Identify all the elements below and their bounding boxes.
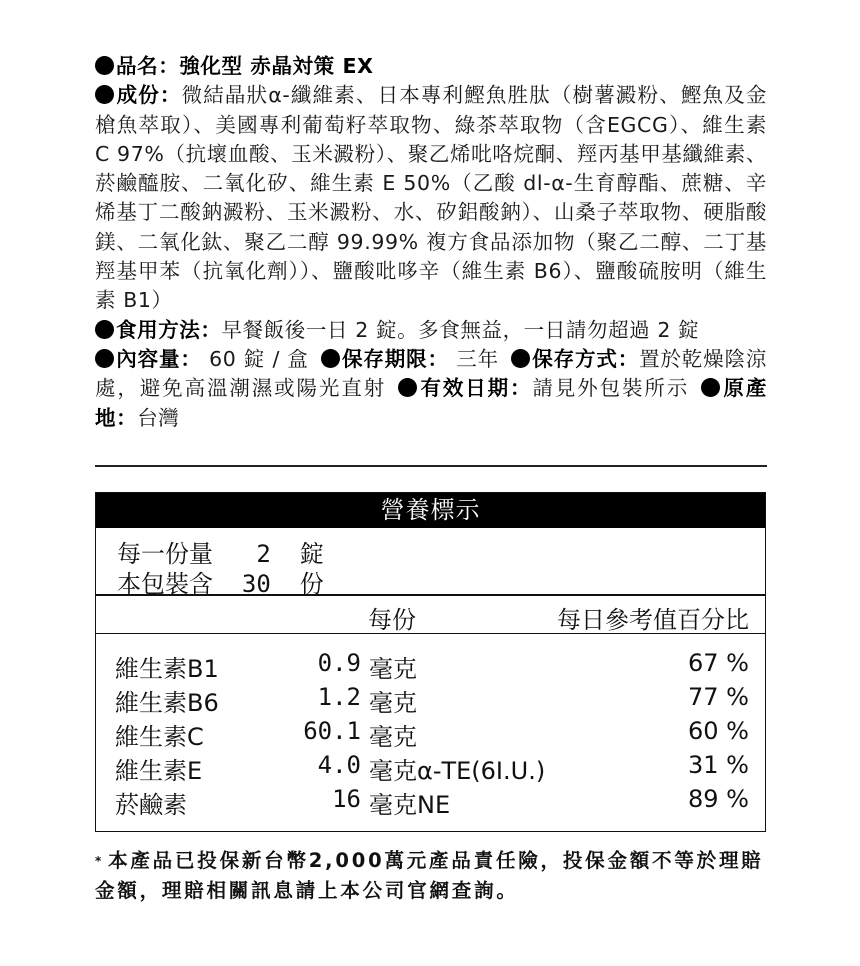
table-row <box>96 751 765 785</box>
nutrient-unit: 毫克 <box>369 689 417 718</box>
serving-value: 2 <box>241 540 271 568</box>
nutrient-amount: 16 <box>332 785 361 814</box>
nutrient-unit: 毫克NE <box>369 791 451 820</box>
serving-unit: 錠 <box>299 540 324 568</box>
usage-label: 食用方法： <box>116 317 222 342</box>
origin-text: 台灣 <box>137 405 180 430</box>
package-row <box>117 564 324 599</box>
nutrient-name: 維生素B6 <box>115 689 219 718</box>
bullet-icon <box>95 349 114 368</box>
bullet-icon <box>511 349 530 368</box>
ingredients-text: 微結晶狀α-纖維素、日本專利鰹魚胜肽（樹薯澱粉、鰹魚及金槍魚萃取）、美國專利葡萄籽萃取物、綠茶萃取物（含EGCG）、維生素 C 97%（抗壞血酸、玉米澱粉）、聚乙烯吡咯烷酮、羥丙基甲基纖維素、菸鹼醯胺、二氧化矽、維生素 E 50%（乙酸 dl-α-生育醇酯、蔗糖、辛烯基丁二酸鈉澱粉、玉米澱粉、水、矽鋁酸鈉）、山桑子萃取物、硬脂酸鎂、二氧化鈦、聚乙二醇 99.99% 複方食品添加物（聚乙二醇、二丁基羥基甲苯（抗氧化劑））、鹽酸吡哆辛（維生素 B6）、鹽酸硫胺明（維生素 B1） <box>95 83 767 313</box>
nutrient-amount: 0.9 <box>317 649 361 678</box>
content-text: 60 錠 / 盒 <box>201 346 309 371</box>
table-row <box>96 717 765 751</box>
table-row <box>96 785 765 819</box>
table-row <box>96 683 765 717</box>
origin-label: 原產地： <box>95 376 768 430</box>
table-row <box>96 649 765 683</box>
storage-method-label: 保存方式： <box>531 346 640 371</box>
insurance-text: 本產品已投保新台幣2,000萬元產品責任險，投保金額不等於理賠金額，理賠相關訊息請上本公司官網查詢。 <box>95 849 764 902</box>
nutrition-table <box>95 492 766 832</box>
package-value: 30 <box>241 570 271 598</box>
per-serving-header: 每份 <box>368 605 416 634</box>
bullet-icon <box>398 378 417 397</box>
ingredients-label: 成份： <box>116 83 182 108</box>
nutrient-amount: 4.0 <box>317 751 361 780</box>
nutrient-pct: 89 % <box>688 785 749 814</box>
bullet-icon <box>321 349 340 368</box>
expiry-label: 有效日期： <box>419 376 533 401</box>
nutrient-pct: 60 % <box>688 717 749 746</box>
column-header <box>96 596 765 633</box>
usage-text: 早餐飯後一日 2 錠。多食無益，一日請勿超過 2 錠 <box>221 317 700 342</box>
nutrient-amount: 60.1 <box>303 717 361 746</box>
nutrient-unit: 毫克 <box>369 655 417 684</box>
product-name: 強化型 赤晶対策 EX <box>179 54 374 78</box>
package-unit: 份 <box>299 570 324 598</box>
product-info <box>95 52 767 433</box>
divider <box>95 465 767 467</box>
nutrient-name: 維生素B1 <box>115 655 219 684</box>
nutrient-unit: 毫克α-TE(6I.U.) <box>369 757 546 786</box>
nutrient-unit: 毫克 <box>369 723 417 752</box>
bullet-icon <box>95 85 114 104</box>
asterisk-icon: * <box>95 854 105 868</box>
storage-period-label: 保存期限： <box>341 346 449 371</box>
bullet-icon <box>701 378 720 397</box>
daily-value-header: 每日參考值百分比 <box>557 605 749 634</box>
insurance-note <box>95 846 770 905</box>
nutrition-title: 營養標示 <box>96 493 765 528</box>
nutrient-name: 維生素C <box>115 723 204 752</box>
nutrient-pct: 31 % <box>688 751 749 780</box>
bullet-icon <box>95 56 114 75</box>
name-label: 品名： <box>116 54 180 78</box>
nutrient-name: 菸鹼素 <box>115 791 187 820</box>
package-label: 本包裝含 <box>117 570 213 598</box>
content-label: 內容量： <box>116 346 202 371</box>
nutrient-pct: 67 % <box>688 649 749 678</box>
nutrient-pct: 77 % <box>688 683 749 712</box>
storage-method-text: 置於乾燥陰涼處，避免高溫潮濕或陽光直射 <box>95 346 767 401</box>
storage-period-text: 三年 <box>448 346 499 371</box>
bullet-icon <box>95 320 114 339</box>
nutrient-name: 維生素E <box>115 757 203 786</box>
serving-info <box>96 528 765 598</box>
serving-label: 每一份量 <box>117 540 213 568</box>
nutrient-amount: 1.2 <box>317 683 361 712</box>
expiry-text: 請見外包裝所示 <box>532 376 690 401</box>
